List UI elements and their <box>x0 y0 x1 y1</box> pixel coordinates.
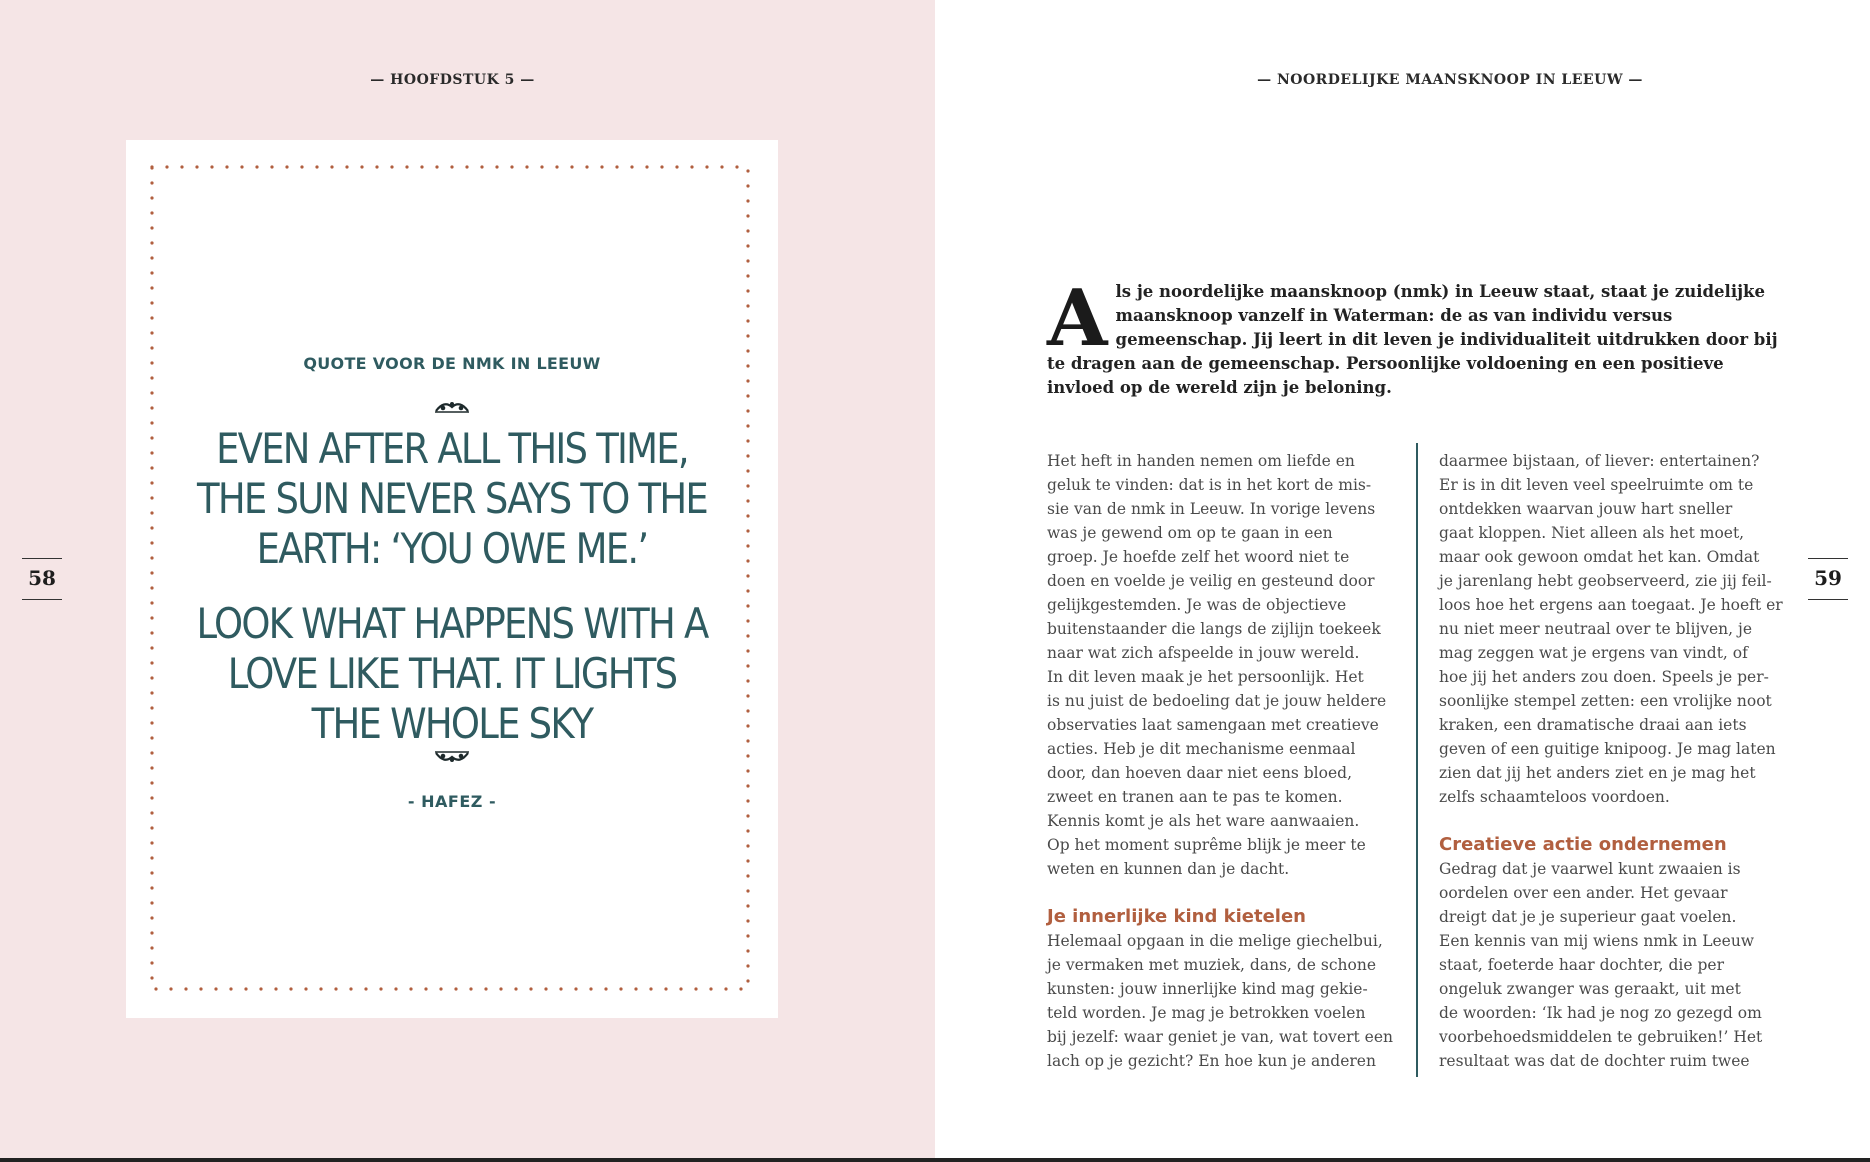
text-line: gelijkgestemden. Je was de objectieve <box>1047 596 1347 614</box>
left-page <box>0 0 935 1158</box>
text-line: groep. Je hoefde zelf het woord niet te <box>1047 548 1350 566</box>
text-line: Gedrag dat je vaarwel kunt zwaaien is <box>1439 860 1741 878</box>
text-line: oordelen over een ander. Het gevaar <box>1439 884 1728 902</box>
text-line: Er is in dit leven veel speelruimte om te <box>1439 476 1754 494</box>
text-column-left <box>1047 449 1399 1073</box>
page-number-right: 59 <box>1808 558 1848 600</box>
quote-heading: QUOTE VOOR DE NMK IN LEEUW <box>303 354 601 373</box>
text-line: soonlijke stempel zetten: een vrolijke noot <box>1439 692 1772 710</box>
text-line: teld worden. Je mag je betrokken voelen <box>1047 1004 1366 1022</box>
paragraph <box>1047 929 1399 1073</box>
quote-text-part1: EVEN AFTER ALL THIS TIME, THE SUN NEVER SAYS TO THE EARTH: ‘YOU OWE ME.’ <box>197 424 707 573</box>
quote-text-part2: LOOK WHAT HAPPENS WITH A LOVE LIKE THAT. IT LIGHTS THE WHOLE SKY <box>196 599 708 748</box>
text-line: sie van de nmk in Leeuw. In vorige levens <box>1047 500 1376 518</box>
text-line: ongeluk zwanger was geraakt, uit met <box>1439 980 1741 998</box>
text-line: je jarenlang hebt geobserveerd, zie jij feil- <box>1439 572 1772 590</box>
intro-text: ls je noordelijke maansknoop (nmk) in Leeuw staat, staat je zuidelijke maansknoop vanzelf in Waterman: de as van individu versus gemeenschap. Jij leert in dit leven je individualiteit uitdrukken door bij te dragen aan de gemeenschap. Persoonlijke voldoening en een positieve invloed op de wereld zijn je beloning. <box>1047 282 1778 397</box>
text-line: weten en kunnen dan je dacht. <box>1047 860 1290 878</box>
quote-card <box>126 140 778 1018</box>
text-line: is nu juist de bedoeling dat je jouw heldere <box>1047 692 1387 710</box>
text-line: kunsten: jouw innerlijke kind mag gekie- <box>1047 980 1368 998</box>
paragraph <box>1439 449 1791 809</box>
running-head-right: — NOORDELIJKE MAANSKNOOP IN LEEUW — <box>1257 72 1643 88</box>
text-line: was je gewend om op te gaan in een <box>1047 524 1333 542</box>
text-line: bij jezelf: waar geniet je van, wat tovert een <box>1047 1028 1394 1046</box>
text-line: gaat kloppen. Niet alleen als het moet, <box>1439 524 1745 542</box>
subheading: Creatieve actie ondernemen <box>1439 834 1727 855</box>
text-line: door, dan hoeven daar niet eens bloed, <box>1047 764 1352 782</box>
text-line: nu niet meer neutraal over te blijven, je <box>1439 620 1752 638</box>
text-column-right <box>1439 449 1791 1073</box>
text-line: daarmee bijstaan, of liever: entertainen? <box>1439 452 1760 470</box>
page-number-left: 58 <box>22 558 62 600</box>
text-line: geluk te vinden: dat is in het kort de mis- <box>1047 476 1372 494</box>
text-line: Op het moment suprême blijk je meer te <box>1047 836 1366 854</box>
text-line: lach op je gezicht? En hoe kun je anderen <box>1047 1052 1376 1070</box>
bottom-edge-line <box>0 1158 1870 1162</box>
ornament-bottom-icon <box>432 750 472 766</box>
dotted-border <box>150 165 750 991</box>
text-line: hoe jij het anders zou doen. Speels je per- <box>1439 668 1769 686</box>
intro-paragraph <box>1047 273 1787 400</box>
text-line: mag zeggen wat je ergens van vindt, of <box>1439 644 1748 662</box>
text-line: zien dat jij het anders ziet en je mag het <box>1439 764 1756 782</box>
text-line: loos hoe het ergens aan toegaat. Je hoeft er <box>1439 596 1783 614</box>
text-line: Het heft in handen nemen om liefde en <box>1047 452 1355 470</box>
paragraph <box>1439 857 1791 1073</box>
text-line: Kennis komt je als het ware aanwaaien. <box>1047 812 1360 830</box>
text-line: staat, foeterde haar dochter, die per <box>1439 956 1724 974</box>
drop-cap: A <box>1047 273 1108 364</box>
text-line: zelfs schaamteloos voordoen. <box>1439 788 1670 806</box>
text-line: In dit leven maak je het persoonlijk. Het <box>1047 668 1364 686</box>
text-line: acties. Heb je dit mechanisme eenmaal <box>1047 740 1356 758</box>
text-line: dreigt dat je je superieur gaat voelen. <box>1439 908 1737 926</box>
text-line: doen en voelde je veilig en gesteund door <box>1047 572 1375 590</box>
text-line: de woorden: ‘Ik had je nog zo gezegd om <box>1439 1004 1762 1022</box>
text-line: Een kennis van mij wiens nmk in Leeuw <box>1439 932 1755 950</box>
text-line: maar ook gewoon omdat het kan. Omdat <box>1439 548 1760 566</box>
ornament-top-icon <box>432 398 472 414</box>
column-divider <box>1416 443 1418 1077</box>
text-line: geven of een guitige knipoog. Je mag laten <box>1439 740 1776 758</box>
text-line: buitenstaander die langs de zijlijn toekeek <box>1047 620 1381 638</box>
text-line: Helemaal opgaan in die melige giechelbui, <box>1047 932 1383 950</box>
text-line: kraken, een dramatische draai aan iets <box>1439 716 1747 734</box>
text-line: voorbehoedsmiddelen te gebruiken!’ Het <box>1439 1028 1763 1046</box>
text-line: naar wat zich afspeelde in jouw wereld. <box>1047 644 1360 662</box>
text-line: observaties laat samengaan met creatieve <box>1047 716 1379 734</box>
paragraph <box>1047 449 1399 881</box>
text-line: resultaat was dat de dochter ruim twee <box>1439 1052 1750 1070</box>
text-line: je vermaken met muziek, dans, de schone <box>1047 956 1376 974</box>
text-line: zweet en tranen aan te pas te komen. <box>1047 788 1343 806</box>
quote-author: - HAFEZ - <box>407 792 497 811</box>
subheading: Je innerlijke kind kietelen <box>1047 906 1306 927</box>
running-head-left: — HOOFDSTUK 5 — <box>370 72 535 88</box>
text-line: ontdekken waarvan jouw hart sneller <box>1439 500 1733 518</box>
